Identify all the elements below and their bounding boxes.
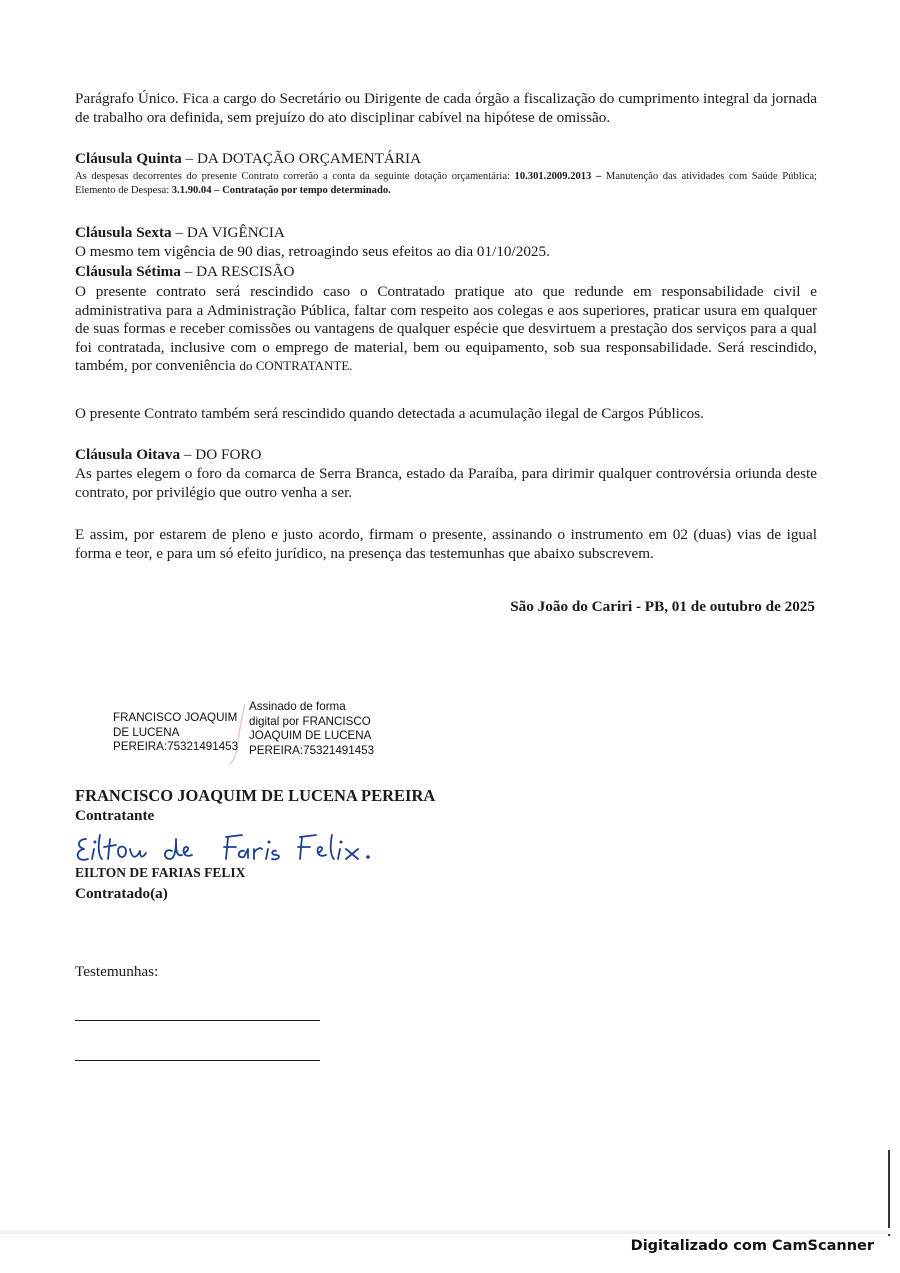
- scan-bottom-edge: [0, 1228, 890, 1234]
- clausula-oitava-heading: [75, 446, 817, 465]
- clausula-quinta-text-a: As despesas decorrentes do presente Contrato correrão a conta da seguinte dotação orçamentária:: [75, 171, 515, 182]
- clausula-quinta-label: Cláusula Quinta: [75, 150, 182, 167]
- clausula-setima-title: – DA RESCISÃO: [180, 263, 295, 280]
- contratante-name: FRANCISCO JOAQUIM DE LUCENA PEREIRA: [75, 786, 436, 805]
- clausula-oitava-label: Cláusula Oitava: [75, 446, 181, 463]
- clausula-setima-text2: O presente Contrato também será rescindido quando detectada a acumulação ilegal de Cargos Públicos.: [75, 405, 704, 422]
- clausula-setima-text: [75, 283, 817, 376]
- scan-edge: [888, 1150, 890, 1236]
- clausula-sexta-heading: [75, 224, 817, 243]
- clausula-sexta-label: Cláusula Sexta: [75, 224, 172, 241]
- clausula-quinta-heading: [75, 150, 817, 169]
- contratante-role: Contratante: [75, 807, 155, 824]
- clausula-setima-heading: [75, 263, 817, 282]
- clausula-quinta-text-c: Manutenção das atividades com Saúde Pública; Elemento de Despesa:: [75, 171, 817, 196]
- signature-info-line-2: digital por FRANCISCO: [249, 714, 371, 728]
- clausula-quinta-title: – DA DOTAÇÃO ORÇAMENTÁRIA: [181, 150, 422, 167]
- clausula-quinta-text: [75, 170, 817, 198]
- clausula-sexta-title: – DA VIGÊNCIA: [171, 224, 285, 241]
- clausula-oitava-title: – DO FORO: [180, 446, 262, 463]
- signature-info-line-3: JOAQUIM DE LUCENA: [249, 729, 372, 742]
- clausula-setima-body: O presente contrato será rescindido caso o Contratado pratique ato que redunde em responsabilidade civil e administrativa para a Administração Pública, faltar com respeito aos colegas e aos superiores, praticar usura em qualquer de suas formas e receber comissões ou vantagens de qualquer espécie que desvirtuem a prestação dos serviços para a qual foi contratada, inclusive com o emprego de material, bem ou equipamento, sob sua responsabilidade. Será rescindido, também, por conveniência: [75, 283, 817, 374]
- signature-info-line-1: Assinado de forma: [249, 700, 346, 713]
- paragrafo-unico: Parágrafo Único. Fica a cargo do Secretário ou Dirigente de cada órgão a fiscalização do cumprimento integral da jornada de trabalho ora definida, sem prejuízo do ato disciplinar cabível na hipótese de omissão.: [75, 90, 817, 126]
- signature-info-block: [249, 700, 399, 758]
- clausula-setima-label: Cláusula Sétima: [75, 263, 181, 280]
- encerramento: E assim, por estarem de pleno e justo acordo, firmam o presente, assinando o instrumento em 02 (duas) vias de igual forma e teor, e para um só efeito jurídico, na presença das testemunhas que abaixo subscrevem.: [75, 526, 817, 562]
- local-data: São João do Cariri - PB, 01 de outubro de 2025: [510, 598, 815, 615]
- clausula-quinta-text-b: 10.301.2009.2013 –: [514, 171, 606, 182]
- signer-line-3: PEREIRA:75321491453: [113, 740, 239, 753]
- camscanner-watermark: Digitalizado com CamScanner: [630, 1238, 874, 1254]
- witness-line-2: [75, 1060, 320, 1061]
- clausula-oitava-text: As partes elegem o foro da comarca de Serra Branca, estado da Paraíba, para dirimir qualquer controvérsia oriunda deste contrato, por privilégio que outro venha a ser.: [75, 465, 817, 501]
- contratado-name: EILTON DE FARIAS FELIX: [75, 865, 246, 880]
- clausula-quinta-text-d: 3.1.90.04 – Contratação por tempo determinado.: [171, 185, 391, 196]
- contratado-role: Contratado(a): [75, 885, 168, 902]
- signer-block: [113, 711, 253, 755]
- clausula-sexta-text: O mesmo tem vigência de 90 dias, retroagindo seus efeitos ao dia 01/10/2025.: [75, 243, 550, 260]
- clausula-setima-end: do CONTRATANTE.: [239, 358, 353, 373]
- signer-line-1: FRANCISCO JOAQUIM: [113, 711, 238, 724]
- signer-line-2: DE LUCENA: [113, 725, 180, 739]
- witness-line-1: [75, 1020, 320, 1021]
- testemunhas-label: Testemunhas:: [75, 963, 159, 980]
- signature-info-line-4: PEREIRA:75321491453: [249, 743, 375, 757]
